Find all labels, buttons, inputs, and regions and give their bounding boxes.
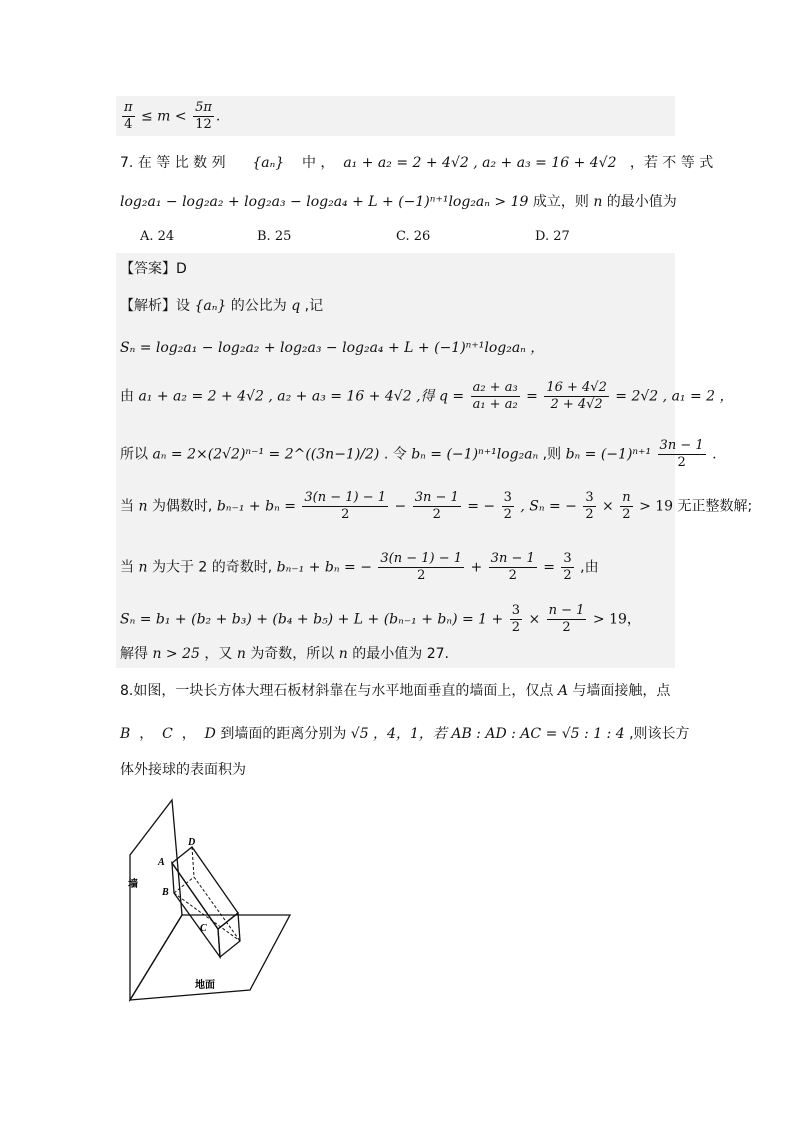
fraction: $\frac{3(n - 1) - 1}{2}$ xyxy=(380,551,463,583)
fraction: $\frac{n}{2}$ xyxy=(622,490,631,522)
analysis-line7: Sₙ = b₁ + (b₂ + b₃) + (b₄ + b₅) + L + (bₙ₋₁ + bₙ) = 1 + $\frac{3}{2}$ × $\frac{n - 1}{2}$ > 19， xyxy=(120,603,641,635)
q7-line2: log₂a₁ − log₂a₂ + log₂a₃ − log₂a₄ + L + (−1)ⁿ⁺¹log₂aₙ > 19 成立，则 n 的最小值为 xyxy=(120,194,677,210)
fraction: $\frac{5\pi}{12}$ xyxy=(195,100,212,132)
q8-line1: 8.如图，一块长方体大理石板材斜靠在与水平地面垂直的墙面上，仅点 A 与墙面接触，点 xyxy=(120,683,671,699)
fraction: $\frac{3}{2}$ xyxy=(585,490,594,522)
point-label-d: D xyxy=(188,837,196,848)
q8-line2: B ， C ， D 到墙面的距离分别为 √5 ，4，1，若 AB : AD : AC = √5 : 1 : 4 ,则该长方 xyxy=(120,726,690,742)
slab-end-face xyxy=(218,913,240,957)
analysis-line6: 当 n 为大于 2 的奇数时, bₙ₋₁ + bₙ = − $\frac{3(n - 1) - 1}{2}$ + $\frac{3n - 1}{2}$ = $\frac{3}{2}$ ,由 xyxy=(120,551,599,583)
fraction: $\frac{\text{a₂ + a₃}}{\text{a₁ + a₂}}$ xyxy=(472,380,518,412)
option-c: C. 26 xyxy=(396,229,431,244)
analysis-line2: Sₙ = log₂a₁ − log₂a₂ + log₂a₃ − log₂a₄ + L + (−1)ⁿ⁺¹log₂aₙ ， xyxy=(120,340,545,356)
analysis-line1: 【解析】设 {aₙ} 的公比为 q ,记 xyxy=(120,298,324,314)
hidden-edge xyxy=(192,847,194,877)
fraction: $\frac{3n - 1}{2}$ xyxy=(490,551,535,583)
fraction: $\frac{3}{2}$ xyxy=(503,490,512,522)
slab-top-face xyxy=(172,847,238,929)
fraction: $\frac{\pi}{4}$ xyxy=(124,100,133,132)
wall-label: 墙 xyxy=(128,879,138,890)
geometry-figure xyxy=(120,795,300,1005)
fraction: $\frac{3n - 1}{2}$ xyxy=(414,490,459,522)
ground-label: 地面 xyxy=(195,980,215,991)
range-line: $\frac{\pi}{4}$ ≤ m < $\frac{5\pi}{12}$ . xyxy=(124,100,221,132)
wall-plane xyxy=(130,800,182,1000)
fraction: $\frac{3(n - 1) - 1}{2}$ xyxy=(304,490,387,522)
analysis-line3: 由 a₁ + a₂ = 2 + 4√2 , a₂ + a₃ = 16 + 4√2 ,得 q = $\frac{\text{a₂ + a₃}}{\text{a₁ + a₂}}$ = $\frac{16 + 4√2}{2 + 4√2}$ = 2√2 , a₁ = 2 ， xyxy=(120,380,734,412)
hidden-edge xyxy=(174,893,240,941)
fraction: $\frac{3}{2}$ xyxy=(563,551,572,583)
analysis-line4: 所以 aₙ = 2×(2√2)ⁿ⁻¹ = 2^((3n−1)/2) . 令 bₙ = (−1)ⁿ⁺¹log₂aₙ ,则 bₙ = (−1)ⁿ⁺¹ $\frac{3n - 1}{2}$ . xyxy=(120,438,717,470)
analysis-line5: 当 n 为偶数时, bₙ₋₁ + bₙ = $\frac{3(n - 1) - 1}{2}$ − $\frac{3n - 1}{2}$ = − $\frac{3}{2}$ , Sₙ = − $\frac{3}{2}$ × $\frac{n}{2}$ > 19 无正整数解; xyxy=(120,490,753,522)
fraction: $\frac{3}{2}$ xyxy=(511,603,520,635)
point-label-c: C xyxy=(200,923,207,934)
option-a: A. 24 xyxy=(140,229,175,244)
fraction: $\frac{n - 1}{2}$ xyxy=(548,603,585,635)
fraction: $\frac{3n - 1}{2}$ xyxy=(659,438,704,470)
answer-line: 【答案】D xyxy=(120,261,187,277)
analysis-line8: 解得 n > 25 ，又 n 为奇数，所以 n 的最小值为 27. xyxy=(120,646,449,662)
option-d: D. 27 xyxy=(535,229,570,244)
q8-line3: 体外接球的表面积为 xyxy=(120,762,246,778)
option-b: B. 25 xyxy=(257,229,292,244)
fraction: $\frac{16 + 4√2}{2 + 4√2}$ xyxy=(546,380,607,412)
point-label-a: A xyxy=(158,857,165,868)
point-label-b: B xyxy=(162,887,169,898)
q7-line1: 7. 在 等 比 数 列 {aₙ} 中 ， a₁ + a₂ = 2 + 4√2 , a₂ + a₃ = 16 + 4√2 ，若 不 等 式 xyxy=(120,155,714,171)
